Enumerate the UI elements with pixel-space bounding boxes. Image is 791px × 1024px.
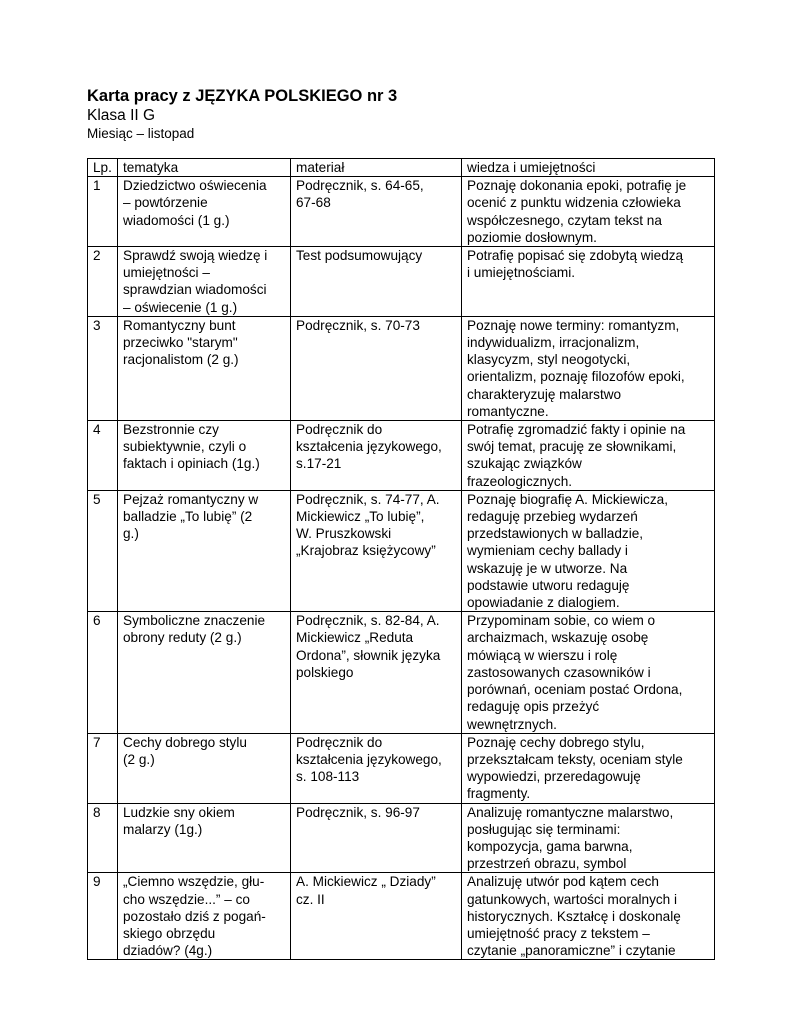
cell-topic: Pejzaż romantyczny w balladzie „To lubię” (2 g.)	[118, 490, 291, 611]
table-row	[88, 733, 715, 803]
cell-skills: Poznaję cechy dobrego stylu, przekształcam teksty, oceniam style wypowiedzi, przeredagowuję fragmenty.	[462, 733, 715, 803]
cell-material: Podręcznik, s. 96-97	[291, 803, 462, 873]
cell-material: Podręcznik, s. 74-77, A. Mickiewicz „To lubię”, W. Pruszkowski „Krajobraz księżycowy”	[291, 490, 462, 611]
table-row	[88, 490, 715, 611]
table-row	[88, 421, 715, 491]
column-header-material: materiał	[291, 159, 462, 177]
cell-material: Podręcznik do kształcenia językowego, s.17-21	[291, 421, 462, 491]
cell-lp: 9	[88, 873, 118, 960]
lesson-plan-table	[87, 158, 715, 960]
table-header-row	[88, 159, 715, 177]
cell-topic: „Ciemno wszędzie, głu- cho wszędzie...” – co pozostało dziś z pogań- skiego obrzędu dziadów? (4g.)	[118, 873, 291, 960]
cell-lp: 8	[88, 803, 118, 873]
table-row	[88, 247, 715, 317]
cell-skills: Poznaję nowe terminy: romantyzm, indywidualizm, irracjonalizm, klasycyzm, styl neogotycki, orientalizm, poznaję filozofów epoki, charakteryzuję malarstwo romantyczne.	[462, 316, 715, 420]
worksheet-page	[87, 86, 714, 959]
column-header-topic: tematyka	[118, 159, 291, 177]
cell-lp: 2	[88, 247, 118, 317]
worksheet-title: Karta pracy z JĘZYKA POLSKIEGO nr 3	[87, 87, 398, 105]
cell-skills: Analizuję utwór pod kątem cech gatunkowych, wartości moralnych i historycznych. Kształcę i doskonalę umiejętność pracy z tekstem – czytanie „panoramiczne” i czytanie	[462, 873, 715, 960]
cell-topic: Dziedzictwo oświecenia – powtórzenie wiadomości (1 g.)	[118, 177, 291, 247]
cell-topic: Cechy dobrego stylu (2 g.)	[118, 733, 291, 803]
cell-topic: Symboliczne znaczenie obrony reduty (2 g.)	[118, 612, 291, 733]
table-row	[88, 316, 715, 420]
cell-skills: Potrafię popisać się zdobytą wiedzą i umiejętnościami.	[462, 247, 715, 317]
table-row	[88, 873, 715, 960]
table-row	[88, 177, 715, 247]
cell-lp: 5	[88, 490, 118, 611]
cell-lp: 7	[88, 733, 118, 803]
cell-material: Podręcznik do kształcenia językowego, s. 108-113	[291, 733, 462, 803]
cell-skills: Poznaję biografię A. Mickiewicza, redaguję przebieg wydarzeń przedstawionych w balladzie, wymieniam cechy ballady i wskazuję je w utworze. Na podstawie utworu redaguję opowiadanie z dialogiem.	[462, 490, 715, 611]
cell-lp: 6	[88, 612, 118, 733]
cell-lp: 1	[88, 177, 118, 247]
cell-lp: 4	[88, 421, 118, 491]
cell-material: A. Mickiewicz „ Dziady” cz. II	[291, 873, 462, 960]
cell-skills: Przypominam sobie, co wiem o archaizmach, wskazuję osobę mówiącą w wierszu i rolę zastosowanych czasowników i porównań, oceniam postać Ordona, redaguję opis przeżyć wewnętrznych.	[462, 612, 715, 733]
cell-topic: Ludzkie sny okiem malarzy (1g.)	[118, 803, 291, 873]
cell-material: Podręcznik, s. 82-84, A. Mickiewicz „Reduta Ordona”, słownik języka polskiego	[291, 612, 462, 733]
cell-skills: Potrafię zgromadzić fakty i opinie na swój temat, pracuję ze słownikami, szukając związków frazeologicznych.	[462, 421, 715, 491]
cell-material: Podręcznik, s. 64-65, 67-68	[291, 177, 462, 247]
class-label: Klasa II G	[87, 107, 156, 124]
table-row	[88, 803, 715, 873]
column-header-skills: wiedza i umiejętności	[462, 159, 715, 177]
cell-skills: Analizuję romantyczne malarstwo, posługując się terminami: kompozycja, gama barwna, przestrzeń obrazu, symbol	[462, 803, 715, 873]
month-label: Miesiąc – listopad	[87, 126, 195, 141]
cell-skills: Poznaję dokonania epoki, potrafię je ocenić z punktu widzenia człowieka współczesnego, czytam tekst na poziomie dosłownym.	[462, 177, 715, 247]
cell-topic: Romantyczny bunt przeciwko "starym" racjonalistom (2 g.)	[118, 316, 291, 420]
table-row	[88, 612, 715, 733]
cell-topic: Bezstronnie czy subiektywnie, czyli o faktach i opiniach (1g.)	[118, 421, 291, 491]
cell-topic: Sprawdź swoją wiedzę i umiejętności – sprawdzian wiadomości – oświecenie (1 g.)	[118, 247, 291, 317]
cell-lp: 3	[88, 316, 118, 420]
cell-material: Test podsumowujący	[291, 247, 462, 317]
column-header-lp: Lp.	[88, 159, 118, 177]
cell-material: Podręcznik, s. 70-73	[291, 316, 462, 420]
